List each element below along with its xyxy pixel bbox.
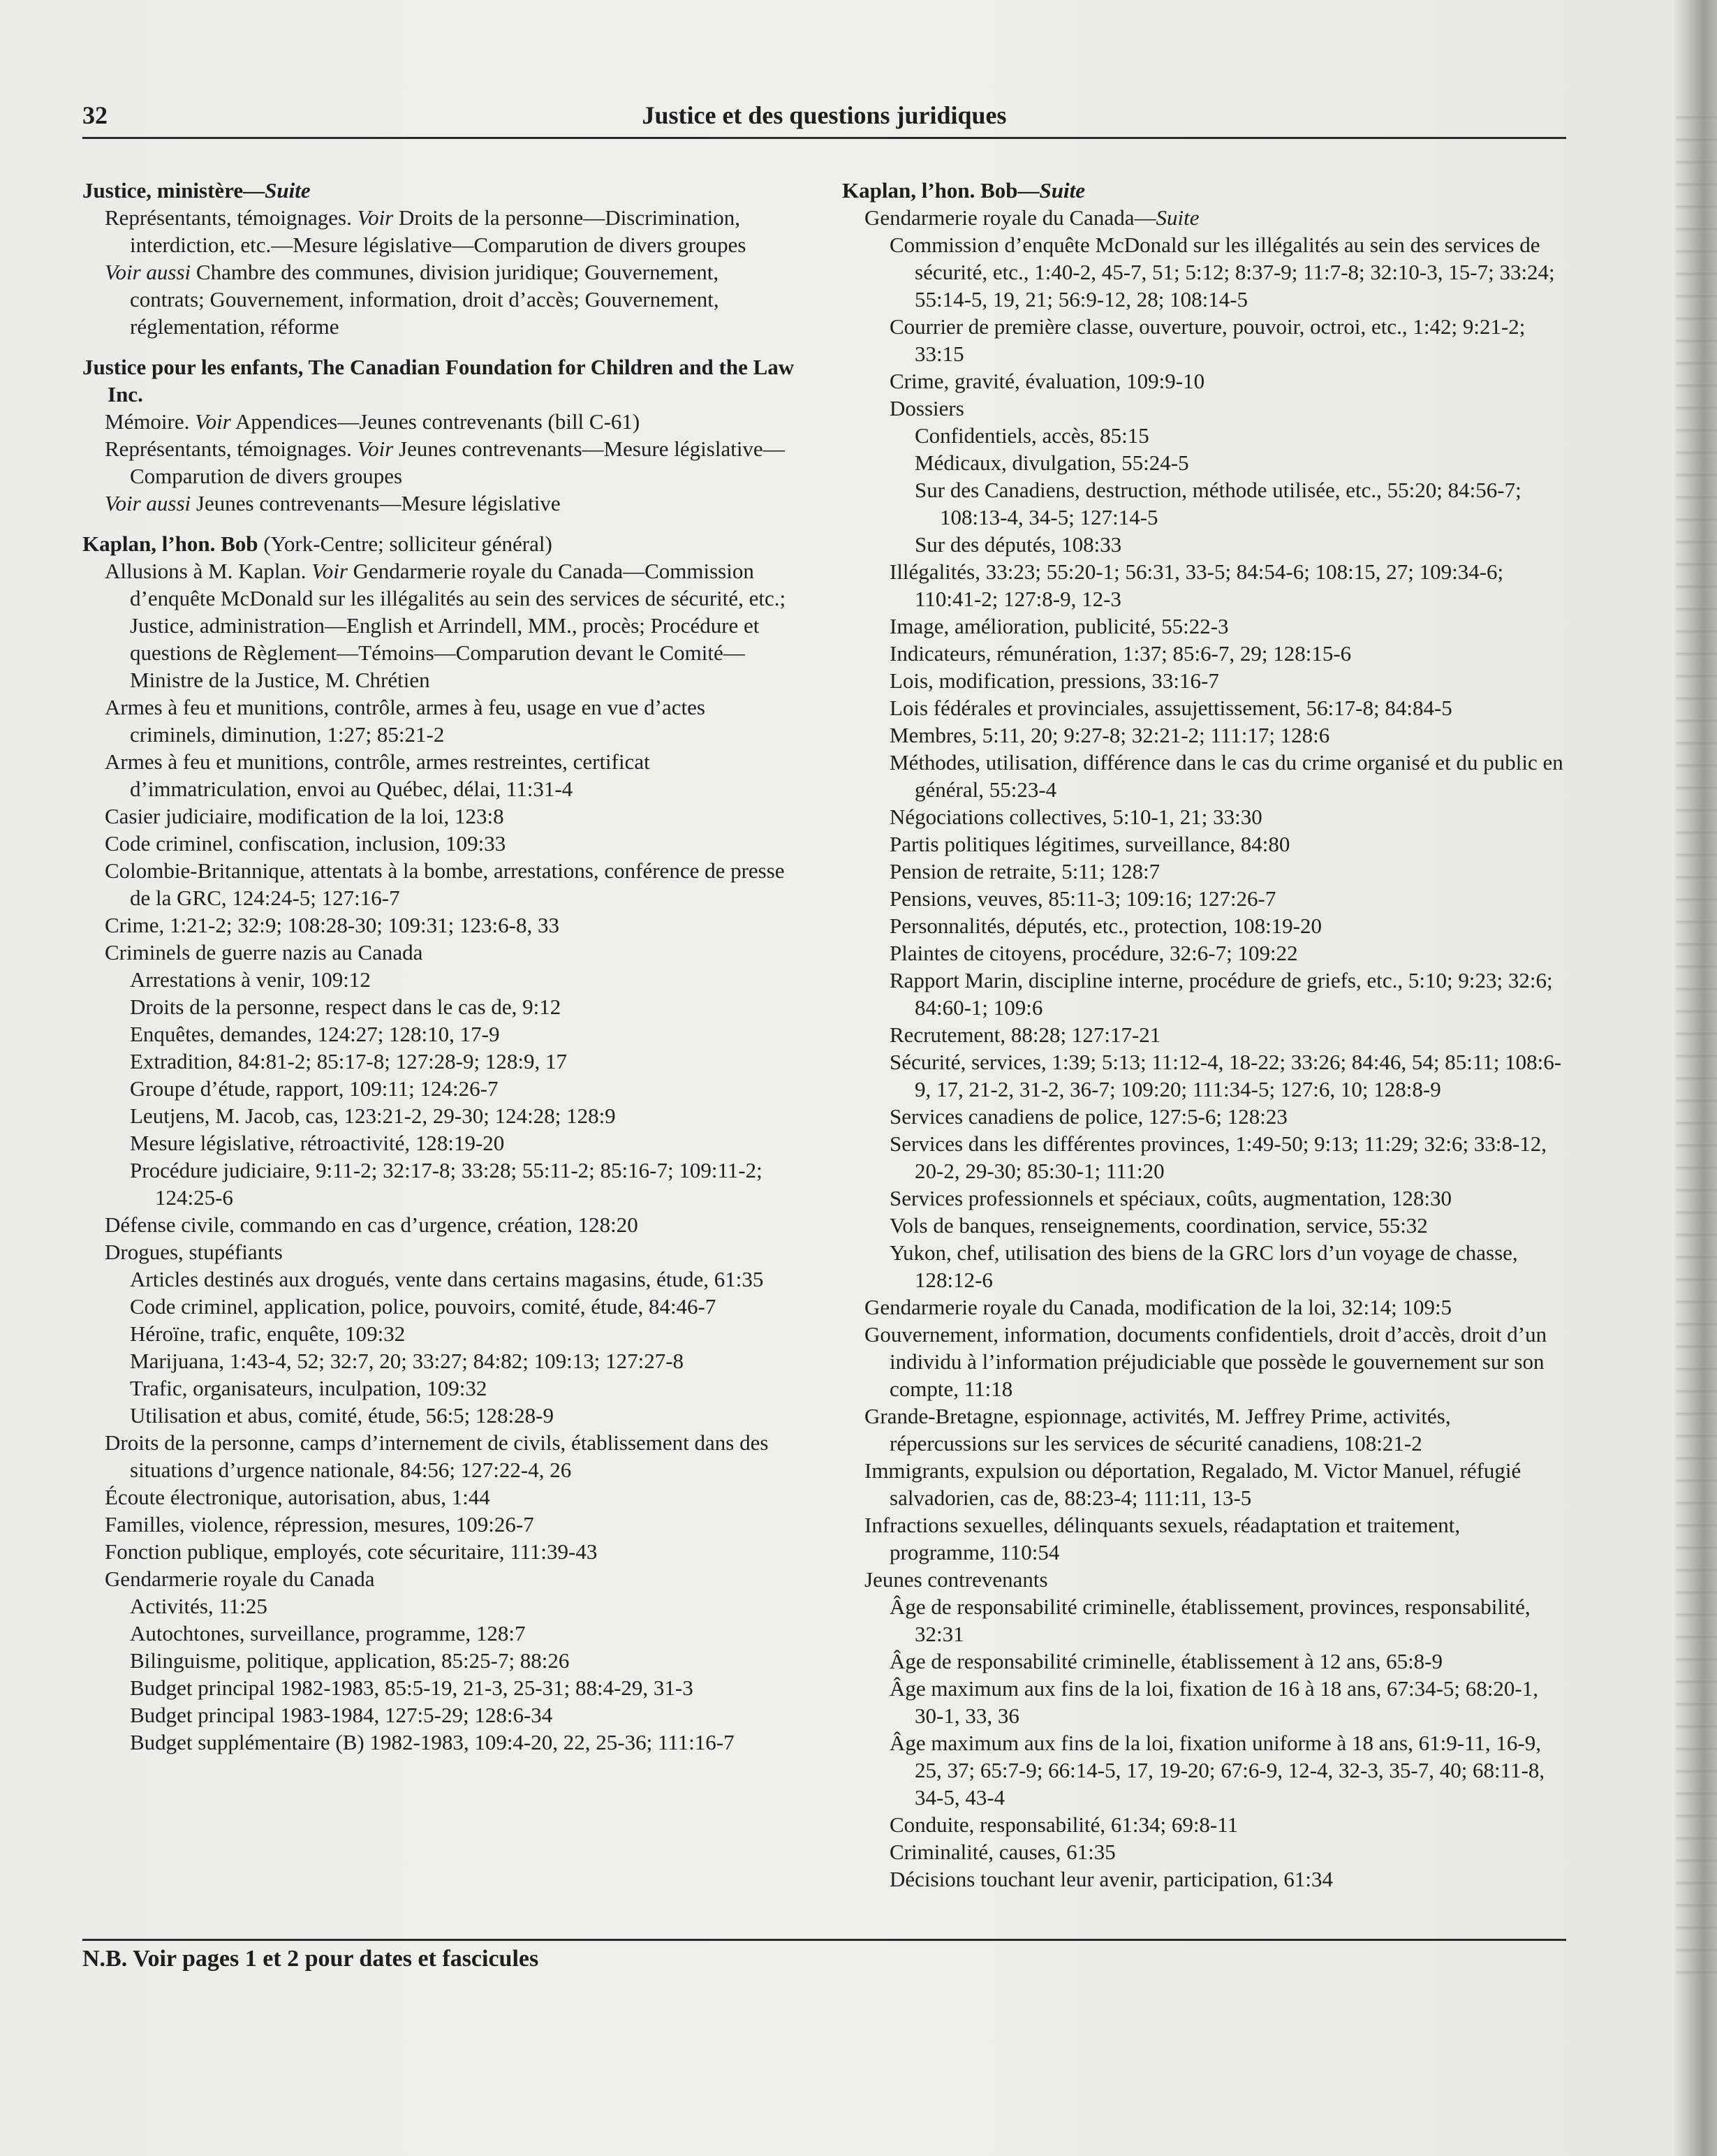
index-subentry: Sécurité, services, 1:39; 5:13; 11:12-4, 18-22; 33:26; 84:46, 54; 85:11; 108:6-9, 17, 21-2, 31-2, 36-7; 109:20; 111:34-5; 127:6, 10; 128:8-9	[890, 1050, 1562, 1101]
index-subentry: Droits de la personne, camps d’internement de civils, établissement dans des situations d’urgence nationale, 84:56; 127:22-4, 26	[105, 1430, 769, 1482]
index-subentry: Services professionnels et spéciaux, coûts, augmentation, 128:30	[890, 1186, 1452, 1210]
index-entry	[82, 353, 795, 517]
index-subentry: Utilisation et abus, comité, étude, 56:5; 128:28-9	[130, 1403, 554, 1428]
index-subentry: Budget principal 1982-1983, 85:5-19, 21-3, 25-31; 88:4-29, 31-3	[130, 1675, 693, 1700]
index-heading-text: Justice, ministère—Suite	[82, 178, 311, 203]
index-subentry: Gendarmerie royale du Canada, modification de la loi, 32:14; 109:5	[864, 1295, 1452, 1319]
index-subentry: Casier judiciaire, modification de la loi, 123:8	[105, 804, 504, 828]
index-subentry: Courrier de première classe, ouverture, pouvoir, octroi, etc., 1:42; 9:21-2; 33:15	[890, 314, 1526, 366]
index-subentry: Lois, modification, pressions, 33:16-7	[890, 668, 1219, 693]
index-subentry: Armes à feu et munitions, contrôle, armes à feu, usage en vue d’actes criminels, diminution, 1:27; 85:21-2	[105, 695, 705, 747]
footer-rule	[82, 1939, 1566, 1941]
index-subentry: Membres, 5:11, 20; 9:27-8; 32:21-2; 111:17; 128:6	[890, 723, 1330, 747]
index-subentry: Activités, 11:25	[130, 1594, 267, 1618]
index-subentry: Défense civile, commando en cas d’urgence, création, 128:20	[105, 1212, 638, 1237]
index-subentry: Médicaux, divulgation, 55:24-5	[915, 450, 1189, 475]
index-column-right	[842, 177, 1568, 1906]
index-subentry: Droits de la personne, respect dans le cas de, 9:12	[130, 995, 561, 1019]
index-subentry: Méthodes, utilisation, différence dans le cas du crime organisé et du public en général, 55:23-4	[890, 750, 1563, 802]
index-subentry: Âge maximum aux fins de la loi, fixation uniforme à 18 ans, 61:9-11, 16-9, 25, 37; 65:7-9; 66:14-5, 17, 19-20; 67:6-9, 12-4, 32-3, 35-7, 40; 68:11-8, 34-5, 43-4	[890, 1731, 1545, 1810]
index-subentry: Illégalités, 33:23; 55:20-1; 56:31, 33-5; 84:54-6; 108:15, 27; 109:34-6; 110:41-2; 127:8-9, 12-3	[890, 559, 1504, 611]
index-subentry: Représentants, témoignages. Voir Droits de la personne—Discrimination, interdiction, etc.—Mesure législative—Comparution de divers groupes	[105, 205, 746, 257]
index-subentry: Gendarmerie royale du Canada	[105, 1567, 375, 1591]
index-subentry: Autochtones, surveillance, programme, 128:7	[130, 1621, 526, 1645]
index-subentry: Sur des députés, 108:33	[915, 532, 1122, 557]
index-subentry: Héroïne, trafic, enquête, 109:32	[130, 1321, 406, 1346]
running-title: Justice et des questions juridiques	[642, 101, 1007, 129]
index-subentry: Trafic, organisateurs, inculpation, 109:32	[130, 1376, 487, 1400]
index-subentry: Âge de responsabilité criminelle, établissement à 12 ans, 65:8-9	[890, 1649, 1443, 1673]
index-subentry: Écoute électronique, autorisation, abus, 1:44	[105, 1485, 490, 1509]
index-heading-text: Justice pour les enfants, The Canadian Foundation for Children and the Law Inc.	[82, 355, 795, 406]
index-subentry: Enquêtes, demandes, 124:27; 128:10, 17-9	[130, 1022, 500, 1046]
index-subentry: Budget principal 1983-1984, 127:5-29; 128:6-34	[130, 1703, 553, 1727]
index-entry	[842, 177, 1568, 1893]
index-subentry: Gouvernement, information, documents confidentiels, droit d’accès, droit d’un individu à l’information préjudiciable que possède le gouvernement sur son compte, 11:18	[864, 1322, 1547, 1401]
index-subentry: Drogues, stupéfiants	[105, 1240, 283, 1264]
index-subentry: Criminalité, causes, 61:35	[890, 1840, 1116, 1864]
index-subentry: Bilinguisme, politique, application, 85:25-7; 88:26	[130, 1648, 570, 1673]
index-entry	[82, 177, 795, 340]
index-subentry: Allusions à M. Kaplan. Voir Gendarmerie royale du Canada—Commission d’enquête McDonald sur les illégalités au sein des services de sécurité, etc.; Justice, administration—English et Arrindell, MM., procès; Procédure et questions de Règlement—Témoins—Comparution devant le Comité—Ministre de la Justice, M. Chrétien	[105, 559, 786, 692]
index-subentry: Immigrants, expulsion ou déportation, Regalado, M. Victor Manuel, réfugié salvadorien, cas de, 88:23-4; 111:11, 13-5	[864, 1458, 1521, 1510]
index-subentry: Âge de responsabilité criminelle, établissement, provinces, responsabilité, 32:31	[890, 1594, 1531, 1646]
page-header	[82, 98, 1566, 139]
index-subentry: Dossiers	[890, 396, 964, 420]
index-subentry: Décisions touchant leur avenir, participation, 61:34	[890, 1867, 1333, 1891]
index-subentry: Colombie-Britannique, attentats à la bombe, arrestations, conférence de presse de la GRC, 124:24-5; 127:16-7	[105, 858, 785, 910]
page-number: 32	[82, 101, 108, 129]
index-heading-suffix: (York-Centre; solliciteur général)	[258, 531, 552, 556]
index-subentry: Extradition, 84:81-2; 85:17-8; 127:28-9; 128:9, 17	[130, 1049, 567, 1073]
index-subentry: Arrestations à venir, 109:12	[130, 967, 371, 992]
index-subentry: Budget supplémentaire (B) 1982-1983, 109:4-20, 22, 25-36; 111:16-7	[130, 1730, 735, 1754]
index-subentry: Pensions, veuves, 85:11-3; 109:16; 127:26-7	[890, 886, 1276, 911]
index-subentry: Personnalités, députés, etc., protection, 108:19-20	[890, 914, 1322, 938]
index-subentry: Articles destinés aux drogués, vente dans certains magasins, étude, 61:35	[130, 1267, 764, 1291]
index-entry	[82, 530, 795, 1756]
index-subentry: Jeunes contrevenants	[864, 1567, 1048, 1592]
index-subentry: Plaintes de citoyens, procédure, 32:6-7; 109:22	[890, 941, 1298, 965]
index-subentry: Infractions sexuelles, délinquants sexuels, réadaptation et traitement, programme, 110:54	[864, 1513, 1461, 1564]
index-subentry: Voir aussi Jeunes contrevenants—Mesure législative	[105, 491, 561, 515]
index-subentry: Commission d’enquête McDonald sur les illégalités au sein des services de sécurité, etc., 1:40-2, 45-7, 51; 5:12; 8:37-9; 11:7-8; 32:10-3, 15-7; 33:24; 55:14-5, 19, 21; 56:9-12, 28; 108:14-5	[890, 233, 1555, 311]
index-entry-heading	[82, 353, 795, 408]
index-subentry: Voir aussi Chambre des communes, division juridique; Gouvernement, contrats; Gouvernement, information, droit d’accès; Gouvernement, réglementation, réforme	[105, 260, 719, 339]
index-entry-heading	[842, 177, 1568, 204]
index-subentry: Âge maximum aux fins de la loi, fixation de 16 à 18 ans, 67:34-5; 68:20-1, 30-1, 33, 36	[890, 1676, 1538, 1728]
index-subentry: Leutjens, M. Jacob, cas, 123:21-2, 29-30; 124:28; 128:9	[130, 1103, 616, 1128]
index-heading-text: Kaplan, l’hon. Bob	[82, 531, 258, 556]
index-subentry: Mémoire. Voir Appendices—Jeunes contrevenants (bill C-61)	[105, 409, 640, 434]
index-subentry: Code criminel, confiscation, inclusion, 109:33	[105, 831, 506, 856]
index-subentry: Marijuana, 1:43-4, 52; 32:7, 20; 33:27; 84:82; 109:13; 127:27-8	[130, 1349, 684, 1373]
index-subentry: Pension de retraite, 5:11; 128:7	[890, 859, 1160, 883]
index-heading-text: Kaplan, l’hon. Bob—Suite	[842, 178, 1086, 203]
index-subentry: Sur des Canadiens, destruction, méthode utilisée, etc., 55:20; 84:56-7; 108:13-4, 34-5; 127:14-5	[915, 478, 1521, 529]
index-subentry: Crime, gravité, évaluation, 109:9-10	[890, 369, 1205, 393]
index-subentry: Vols de banques, renseignements, coordination, service, 55:32	[890, 1213, 1428, 1238]
index-subentry: Services dans les différentes provinces, 1:49-50; 9:13; 11:29; 32:6; 33:8-12, 20-2, 29-30; 85:30-1; 111:20	[890, 1131, 1547, 1183]
index-subentry: Services canadiens de police, 127:5-6; 128:23	[890, 1104, 1288, 1129]
index-subentry: Recrutement, 88:28; 127:17-21	[890, 1022, 1161, 1047]
index-subentry: Mesure législative, rétroactivité, 128:19-20	[130, 1131, 505, 1155]
index-subentry: Rapport Marin, discipline interne, procédure de griefs, etc., 5:10; 9:23; 32:6; 84:60-1; 109:6	[890, 968, 1553, 1020]
index-subentry: Indicateurs, rémunération, 1:37; 85:6-7, 29; 128:15-6	[890, 641, 1352, 666]
index-column-left	[82, 177, 795, 1769]
index-subentry: Yukon, chef, utilisation des biens de la GRC lors d’un voyage de chasse, 128:12-6	[890, 1240, 1518, 1292]
index-subentry: Conduite, responsabilité, 61:34; 69:8-11	[890, 1812, 1239, 1837]
index-subentry: Image, amélioration, publicité, 55:22-3	[890, 614, 1229, 638]
index-subentry: Grande-Bretagne, espionnage, activités, M. Jeffrey Prime, activités, répercussions sur les services de sécurité canadiens, 108:21-2	[864, 1404, 1451, 1455]
footer-note: N.B. Voir pages 1 et 2 pour dates et fascicules	[82, 1946, 539, 1972]
index-subentry: Représentants, témoignages. Voir Jeunes contrevenants—Mesure législative—Comparution de divers groupes	[105, 437, 785, 488]
index-subentry: Procédure judiciaire, 9:11-2; 32:17-8; 33:28; 55:11-2; 85:16-7; 109:11-2; 124:25-6	[130, 1158, 762, 1210]
index-subentry: Code criminel, application, police, pouvoirs, comité, étude, 84:46-7	[130, 1294, 716, 1319]
index-subentry: Groupe d’étude, rapport, 109:11; 124:26-7	[130, 1076, 499, 1101]
index-entry-heading	[82, 530, 795, 557]
index-entry-heading	[82, 177, 795, 204]
bleed-through-texture	[1676, 98, 1717, 1983]
index-subentry: Partis politiques légitimes, surveillance, 84:80	[890, 832, 1290, 856]
index-subentry: Confidentiels, accès, 85:15	[915, 423, 1149, 448]
index-subentry: Négociations collectives, 5:10-1, 21; 33:30	[890, 805, 1262, 829]
index-subentry: Lois fédérales et provinciales, assujettissement, 56:17-8; 84:84-5	[890, 696, 1452, 720]
index-subentry: Fonction publique, employés, cote sécuritaire, 111:39-43	[105, 1539, 598, 1564]
index-subentry: Criminels de guerre nazis au Canada	[105, 940, 423, 965]
index-subentry: Crime, 1:21-2; 32:9; 108:28-30; 109:31; 123:6-8, 33	[105, 913, 559, 937]
index-subentry: Armes à feu et munitions, contrôle, armes restreintes, certificat d’immatriculation, envoi au Québec, délai, 11:31-4	[105, 749, 650, 801]
index-subentry: Gendarmerie royale du Canada—Suite	[864, 205, 1200, 230]
index-subentry: Familles, violence, répression, mesures, 109:26-7	[105, 1512, 534, 1537]
